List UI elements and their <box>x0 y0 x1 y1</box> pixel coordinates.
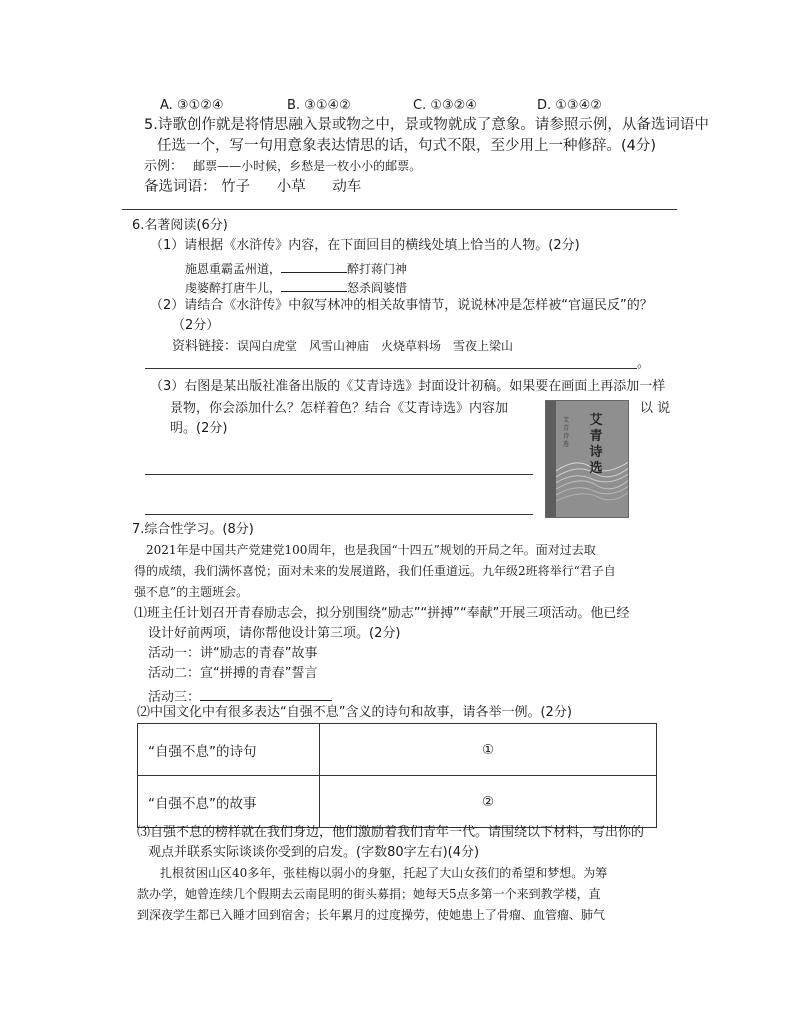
q7-intro-line2: 得的成绩，我们满怀喜悦；面对未来的发展道路，我们任重道远。九年级2班将举行“君子自 <box>134 564 616 578</box>
activity-3-label: 活动三： <box>148 690 201 705</box>
chapter-a-pre: 施恩重霸孟州道， <box>185 262 282 276</box>
q7-part1-prompt-line2: 设计好前两项，请你帮他设计第三项。(2分) <box>148 626 401 641</box>
candidate-word: 小草 <box>276 179 306 195</box>
chapter-b-pre: 虔婆醉打唐牛儿， <box>185 281 282 295</box>
q5-prompt-line1: 5.诗歌创作就是将情思融入景或物之中，景或物就成了意象。请参照示例，从备选词语中 <box>144 117 709 133</box>
q7-part3-prompt-line1: ⑶自强不息的榜样就在我们身边，他们激励着我们青年一代。请围绕以下材料，写出你的 <box>137 825 645 840</box>
q6-part3-prompt-line1: （3）右图是某出版社准备出版的《艾青诗选》封面设计初稿。如果要在画面上再添加一样 <box>150 379 666 394</box>
q6-part2-answer-line[interactable] <box>145 368 637 369</box>
q7-part3-prompt-line2: 观点并联系实际谈谈你受到的启发。(字数80字左右)(4分) <box>148 845 480 860</box>
q5-candidates-label: 备选词语： <box>144 179 217 195</box>
q6-part3-prompt-line3: 明。(2分) <box>170 421 228 436</box>
q7-title: 7.综合性学习。(8分) <box>132 522 254 537</box>
option-c: C. ①③②④ <box>413 98 477 113</box>
q5-example <box>144 157 421 176</box>
chapter-b-post: 怒杀阎婆惜 <box>347 281 408 295</box>
activity-2: 活动二：宣“拼搏的青春”誓言 <box>148 666 318 681</box>
chapter-a-blank[interactable] <box>281 258 347 273</box>
q6-part3-answer-line-1[interactable] <box>145 474 533 475</box>
table-label-story: “自强不息”的故事 <box>138 776 320 828</box>
q6-part1-prompt: （1）请根据《水浒传》内容，在下面回目的横线处填上恰当的人物。(2分) <box>150 238 580 253</box>
q6-part3-answer-line-2[interactable] <box>145 514 533 515</box>
q6-part2-prompt-line2: （2分） <box>172 318 220 333</box>
table-answer-poem[interactable]: ① <box>320 724 657 776</box>
self-strengthening-table <box>137 723 657 828</box>
cover-title: 艾青诗选 <box>589 413 603 476</box>
q6-part3-prompt-line2: 景物，你会添加什么？怎样着色？结合《艾青诗选》内容加 <box>170 401 509 416</box>
material-line3: 到深夜学生都已入睡才回到宿舍；长年累月的过度操劳，使她患上了骨瘤、血管瘤、肺气 <box>137 908 606 922</box>
q5-candidates <box>144 177 361 197</box>
candidate-word: 动车 <box>332 179 362 195</box>
option-d: D. ①③④② <box>537 98 602 113</box>
table-row <box>138 776 657 828</box>
q6-chapter-b <box>185 277 407 297</box>
q5-answer-line[interactable] <box>122 209 677 210</box>
table-label-poem: “自强不息”的诗句 <box>138 724 320 776</box>
q7-part2-prompt: ⑵中国文化中有很多表达“自强不息”含义的诗句和故事，请各举一例。(2分) <box>137 705 572 720</box>
q7-intro-line1: 2021年是中国共产党建党100周年，也是我国“十四五”规划的开局之年。面对过去取 <box>146 543 596 557</box>
q5-example-text: 邮票——小时候，乡愁是一枚小小的邮票。 <box>193 159 422 173</box>
option-a: A. ③①②④ <box>160 98 224 113</box>
table-answer-story[interactable]: ② <box>320 776 657 828</box>
q5-prompt-line2: 任选一个，写一句用意象表达情思的话，句式不限，至少用上一种修辞。(4分) <box>157 138 657 154</box>
cover-side-title: 艾青诗选 <box>563 417 570 448</box>
activity-3-blank[interactable] <box>200 686 332 701</box>
activity-1: 活动一：讲“励志的青春”故事 <box>148 646 318 661</box>
q5-example-label: 示例： <box>144 159 184 174</box>
q6-part2-prompt-line1: （2）请结合《水浒传》中叙写林冲的相关故事情节，说说林冲是怎样被“官逼民反”的？ <box>150 298 653 313</box>
q6-part2-period: 。 <box>637 356 651 371</box>
book-cover-image <box>545 400 629 518</box>
chapter-a-post: 醉打蒋门神 <box>347 262 408 276</box>
q7-intro-line3: 强不息”的主题班会。 <box>134 585 249 599</box>
table-row <box>138 724 657 776</box>
q6-part2-link <box>172 337 513 356</box>
link-label: 资料链接： <box>172 339 238 354</box>
candidate-word: 竹子 <box>221 179 251 195</box>
material-line2: 款办学，她曾连续几个假期去云南昆明的街头募捐；她每天5点多第一个来到教学楼，直 <box>137 887 601 901</box>
q6-part3-prompt-line2-tail: 以 说 <box>640 401 671 416</box>
q7-part1-prompt-line1: ⑴班主任计划召开青春励志会，拟分别围绕“励志”“拼搏”“奉献”开展三项活动。他已经 <box>134 606 630 621</box>
material-line1: 扎根贫困山区40多年，张桂梅以弱小的身躯，托起了大山女孩们的希望和梦想。为筹 <box>160 866 608 880</box>
q6-chapter-a <box>185 258 407 278</box>
chapter-b-blank[interactable] <box>281 277 347 292</box>
q6-title: 6.名著阅读(6分) <box>132 218 228 233</box>
option-b: B. ③①④② <box>287 98 351 113</box>
link-text: 误闯白虎堂 风雪山神庙 火烧草料场 雪夜上梁山 <box>237 339 514 353</box>
